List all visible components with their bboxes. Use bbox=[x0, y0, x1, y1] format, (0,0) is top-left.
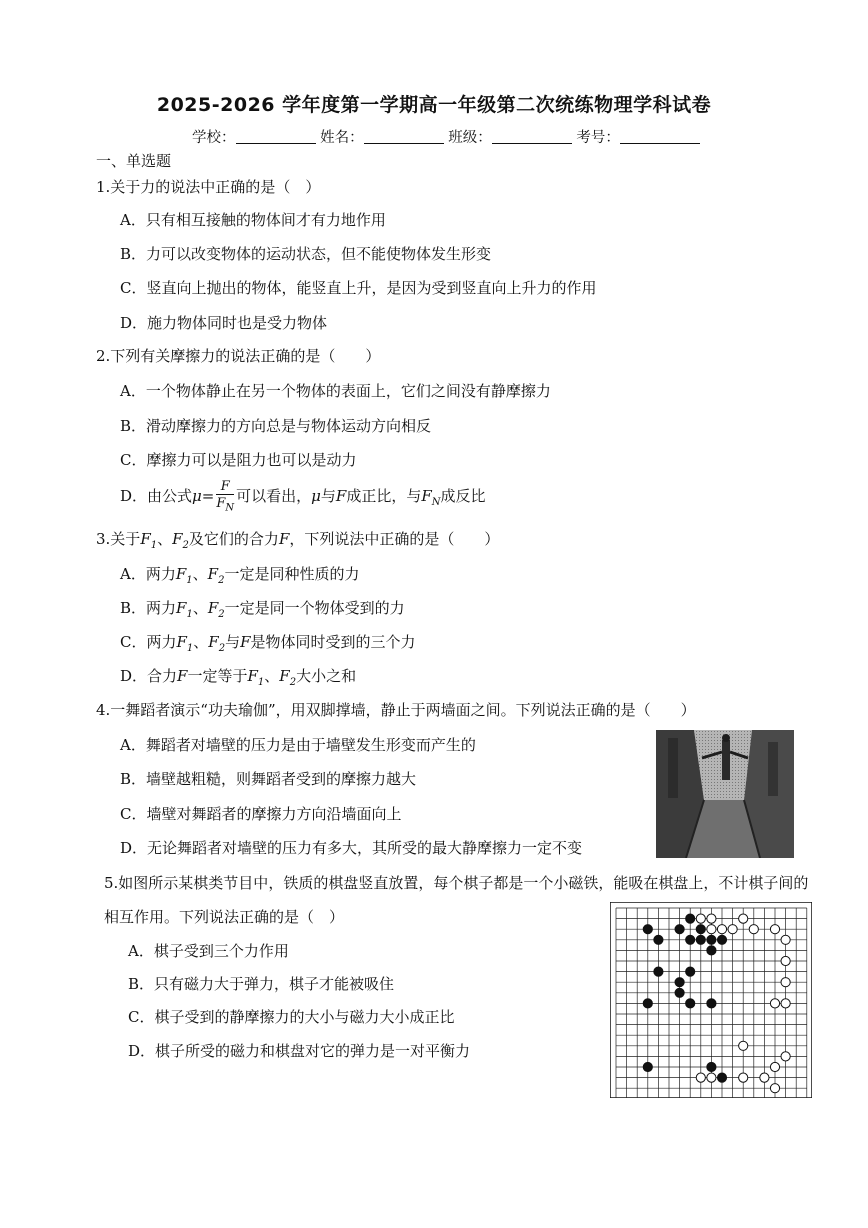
black-stone bbox=[643, 925, 652, 934]
q2-option-b: B．滑动摩擦力的方向总是与物体运动方向相反 bbox=[120, 417, 432, 435]
black-stone bbox=[696, 925, 705, 934]
f-symbol: F bbox=[177, 667, 188, 685]
black-stone bbox=[686, 967, 695, 976]
white-stone bbox=[749, 925, 758, 934]
class-blank[interactable] bbox=[492, 129, 572, 144]
white-stone bbox=[781, 935, 790, 944]
black-stone bbox=[696, 935, 705, 944]
q3-stem-pre: 3.关于 bbox=[96, 530, 141, 548]
q3-c-pre: C．两力 bbox=[120, 633, 177, 651]
section-heading: 一、单选题 bbox=[96, 152, 172, 170]
q1-option-c: C．竖直向上抛出的物体，能竖直上升，是因为受到竖直向上升力的作用 bbox=[120, 279, 597, 297]
q2-option-a: A．一个物体静止在另一个物体的表面上，它们之间没有静摩擦力 bbox=[120, 382, 551, 400]
q4-option-b: B．墙壁越粗糙，则舞蹈者受到的摩擦力越大 bbox=[120, 770, 417, 788]
q2-stem: 2.下列有关摩擦力的说法正确的是（ ） bbox=[96, 347, 381, 365]
school-label: 学校： bbox=[192, 130, 236, 146]
fraction-numerator: F bbox=[216, 480, 234, 495]
denominator-symbol: F bbox=[216, 496, 226, 511]
black-stone bbox=[675, 978, 684, 987]
f1-subscript: 1 bbox=[186, 643, 194, 654]
f1-symbol: F bbox=[247, 667, 258, 685]
f1-subscript: 1 bbox=[150, 540, 158, 551]
white-stone bbox=[770, 1084, 779, 1093]
q3-stem-post: ，下列说法中正确的是（ ） bbox=[289, 530, 500, 548]
class-label: 班级： bbox=[448, 130, 492, 146]
white-stone bbox=[707, 925, 716, 934]
black-stone bbox=[686, 935, 695, 944]
q2-d-fn: F bbox=[421, 486, 432, 505]
q1-option-d: D．施力物体同时也是受力物体 bbox=[120, 314, 328, 332]
student-info-line bbox=[192, 126, 700, 147]
q2-option-d bbox=[120, 480, 486, 514]
f2-subscript: 2 bbox=[182, 540, 189, 551]
q3-b-post: 一定是同一个物体受到的力 bbox=[224, 599, 405, 617]
q3-d-mid: 一定等于 bbox=[187, 667, 248, 685]
fraction-denominator bbox=[216, 495, 234, 514]
f2-subscript: 2 bbox=[218, 575, 225, 586]
f-symbol: F bbox=[240, 633, 251, 651]
f2-subscript: 2 bbox=[218, 643, 226, 654]
q3-option-c bbox=[120, 631, 416, 654]
white-stone bbox=[728, 925, 737, 934]
q3-c-post: 是物体同时受到的三个力 bbox=[250, 633, 416, 651]
white-stone bbox=[696, 1073, 705, 1082]
q3-d-pre: D．合力 bbox=[120, 667, 178, 685]
white-stone bbox=[760, 1073, 769, 1082]
q4-option-c: C．墙壁对舞蹈者的摩擦力方向沿墙面向上 bbox=[120, 805, 402, 823]
q2-d-mu: μ bbox=[192, 486, 202, 505]
q5-option-b: B．只有磁力大于弹力，棋子才能被吸住 bbox=[128, 975, 395, 993]
q5-option-a: A．棋子受到三个力作用 bbox=[128, 942, 289, 960]
exam-number-label: 考号： bbox=[576, 130, 620, 146]
q3-option-d bbox=[120, 665, 356, 688]
black-stone bbox=[675, 925, 684, 934]
f1-subscript: 1 bbox=[186, 575, 193, 586]
q3-d-post: 大小之和 bbox=[296, 667, 357, 685]
white-stone bbox=[739, 1073, 748, 1082]
white-stone bbox=[739, 914, 748, 923]
f1-subscript: 1 bbox=[257, 677, 265, 688]
q3-a-pre: A．两力 bbox=[120, 565, 176, 583]
black-stone bbox=[717, 1073, 726, 1082]
f2-symbol: F bbox=[208, 633, 219, 651]
name-blank[interactable] bbox=[364, 129, 444, 144]
q1-stem: 1.关于力的说法中正确的是（ ） bbox=[96, 178, 321, 196]
f2-symbol: F bbox=[279, 667, 290, 685]
q5-option-c: C．棋子受到的静摩擦力的大小与磁力大小成正比 bbox=[128, 1008, 455, 1026]
f2-symbol: F bbox=[172, 530, 183, 548]
f2-subscript: 2 bbox=[218, 609, 225, 620]
q5-option-d: D．棋子所受的磁力和棋盘对它的弹力是一对平衡力 bbox=[128, 1042, 471, 1060]
q3-option-b bbox=[120, 597, 405, 620]
q1-option-b: B．力可以改变物体的运动状态，但不能使物体发生形变 bbox=[120, 245, 492, 263]
f2-subscript: 2 bbox=[289, 677, 297, 688]
f1-symbol: F bbox=[175, 565, 187, 583]
f1-symbol: F bbox=[176, 633, 187, 651]
q3-sep: 、 bbox=[157, 530, 173, 548]
q3-stem bbox=[96, 528, 499, 551]
q3-sep: 、 bbox=[264, 667, 280, 685]
name-label: 姓名： bbox=[320, 130, 364, 146]
q3-c-mid: 与 bbox=[225, 633, 241, 651]
white-stone bbox=[770, 1062, 779, 1071]
friction-formula-fraction bbox=[216, 480, 234, 514]
f1-subscript: 1 bbox=[186, 609, 193, 620]
q3-sep: 、 bbox=[192, 565, 208, 583]
f1-symbol: F bbox=[140, 530, 151, 548]
q3-b-pre: B．两力 bbox=[120, 599, 177, 617]
black-stone bbox=[707, 1062, 716, 1071]
white-stone bbox=[781, 1052, 790, 1061]
black-stone bbox=[707, 946, 716, 955]
q5-stem-line2: 相互作用。下列说法正确的是（ ） bbox=[104, 908, 345, 926]
q2-d-mid1: 可以看出， bbox=[236, 486, 312, 505]
q2-d-fn-sub: N bbox=[431, 496, 441, 508]
f2-symbol: F bbox=[207, 565, 219, 583]
white-stone bbox=[707, 914, 716, 923]
q3-stem-mid: 及它们的合力 bbox=[188, 530, 279, 548]
q2-d-mid2: 与 bbox=[320, 486, 336, 505]
q1-option-a: A．只有相互接触的物体间才有力地作用 bbox=[120, 211, 386, 229]
q3-a-post: 一定是同种性质的力 bbox=[224, 565, 360, 583]
q2-d-f: F bbox=[335, 486, 347, 505]
white-stone bbox=[770, 999, 779, 1008]
black-stone bbox=[717, 935, 726, 944]
white-stone bbox=[770, 925, 779, 934]
dancer-between-walls-photo bbox=[656, 730, 794, 858]
black-stone bbox=[707, 935, 716, 944]
black-stone bbox=[686, 914, 695, 923]
exam-title: 2025-2026 学年度第一学期高一年级第二次统练物理学科试卷 bbox=[156, 94, 712, 116]
denominator-subscript: N bbox=[225, 502, 235, 514]
white-stone bbox=[781, 999, 790, 1008]
exam-number-blank[interactable] bbox=[620, 129, 700, 144]
magnetic-chess-board-figure bbox=[610, 902, 812, 1098]
black-stone bbox=[686, 999, 695, 1008]
q4-option-d: D．无论舞蹈者对墙壁的压力有多大，其所受的最大静摩擦力一定不变 bbox=[120, 839, 583, 857]
black-stone bbox=[707, 999, 716, 1008]
q5-stem-line1: 5.如图所示某棋类节目中，铁质的棋盘竖直放置，每个棋子都是一个小磁铁，能吸在棋盘上，不计棋子间的 bbox=[104, 874, 809, 892]
q2-d-prefix: D．由公式 bbox=[120, 486, 193, 505]
black-stone bbox=[654, 967, 663, 976]
white-stone bbox=[707, 1073, 716, 1082]
white-stone bbox=[781, 978, 790, 987]
q2-d-mu2: μ bbox=[311, 486, 321, 505]
q3-option-a bbox=[120, 563, 359, 586]
white-stone bbox=[696, 914, 705, 923]
white-stone bbox=[717, 925, 726, 934]
f-symbol: F bbox=[278, 530, 290, 548]
black-stone bbox=[643, 999, 652, 1008]
black-stone bbox=[654, 935, 663, 944]
q2-d-end: 成反比 bbox=[440, 486, 486, 505]
q2-d-mid3: 成正比，与 bbox=[346, 486, 422, 505]
white-stone bbox=[781, 956, 790, 965]
f2-symbol: F bbox=[207, 599, 219, 617]
q4-option-a: A．舞蹈者对墙壁的压力是由于墙壁发生形变而产生的 bbox=[120, 736, 476, 754]
q4-stem: 4.一舞蹈者演示“功夫瑜伽”，用双脚撑墙，静止于两墙面之间。下列说法正确的是（ ） bbox=[96, 701, 696, 719]
black-stone bbox=[675, 988, 684, 997]
q2-d-eq: = bbox=[201, 486, 215, 505]
f1-symbol: F bbox=[176, 599, 187, 617]
school-blank[interactable] bbox=[236, 129, 316, 144]
black-stone bbox=[643, 1062, 652, 1071]
q3-sep: 、 bbox=[192, 599, 208, 617]
q2-option-c: C．摩擦力可以是阻力也可以是动力 bbox=[120, 451, 357, 469]
white-stone bbox=[739, 1041, 748, 1050]
q3-sep: 、 bbox=[193, 633, 209, 651]
